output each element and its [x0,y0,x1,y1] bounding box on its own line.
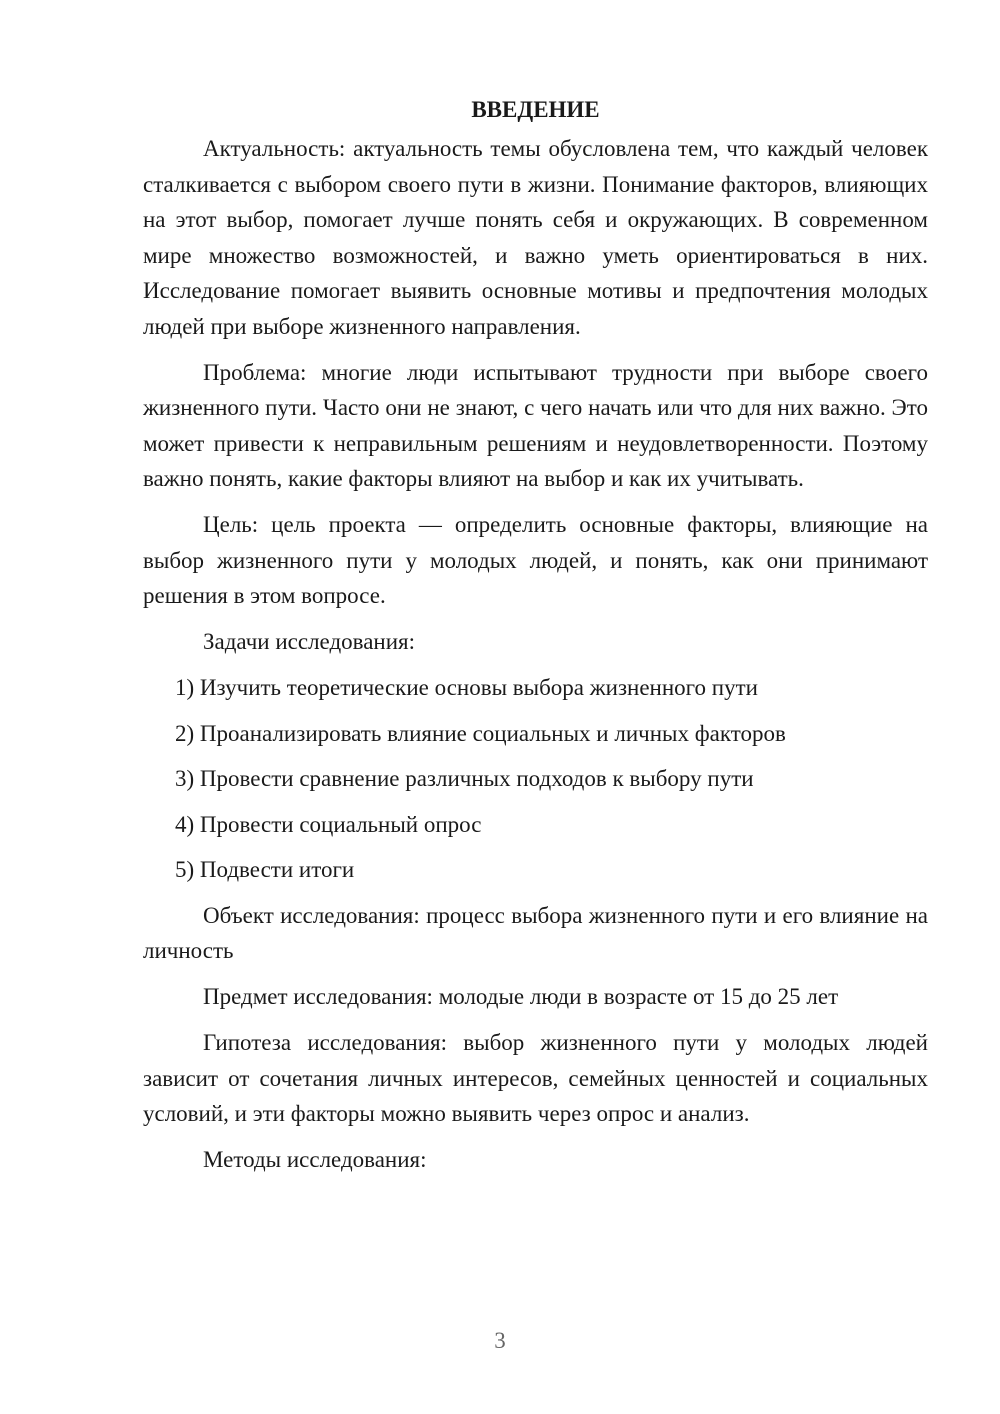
list-item: 4) Провести социальный опрос [175,811,482,837]
paragraph-relevance: Актуальность: актуальность темы обусловлена тем, что каждый человек сталкивается с выбором своего пути в жизни. Понимание факторов, влияющих на этот выбор, помогает лучше понять себя и окружающих. В современном мире множество возможностей, и важно уметь ориентироваться в них. Исследование помогает выявить основные мотивы и предпочтения молодых людей при выборе жизненного направления. [143,136,928,339]
tasks-list [143,670,928,888]
tasks-heading: Задачи исследования: [203,629,416,654]
section-title: ВВЕДЕНИЕ [471,97,600,122]
paragraph-object: Объект исследования: процесс выбора жизненного пути и его влияние на личность [143,902,928,963]
list-item: 3) Провести сравнение различных подходов к выбору пути [175,766,754,791]
paragraph-hypothesis: Гипотеза исследования: выбор жизненного пути у молодых людей зависит от сочетания личных интересов, семейных ценностей и социальных условий, и эти факторы можно выявить через опрос и анализ. [143,1030,928,1126]
paragraph-problem: Проблема: многие люди испытывают трудности при выборе своего жизненного пути. Часто они не знают, с чего начать или что для них важно. Это может привести к неправильным решениям и неудовлетворенности. Поэтому важно понять, какие факторы влияют на выбор и как их учитывать. [143,359,928,491]
page-number: 3 [494,1328,506,1353]
paragraph-goal: Цель: цель проекта — определить основные факторы, влияющие на выбор жизненного пути у молодых людей, и понять, как они принимают решения в этом вопросе. [143,512,928,608]
methods-heading: Методы исследования: [203,1147,427,1172]
paragraph-subject: Предмет исследования: молодые люди в возрасте от 15 до 25 лет [203,984,839,1009]
list-item: 5) Подвести итоги [175,857,355,882]
document-page [143,92,928,1188]
list-item: 2) Проанализировать влияние социальных и личных факторов [175,720,786,746]
list-item: 1) Изучить теоретические основы выбора жизненного пути [175,675,758,700]
